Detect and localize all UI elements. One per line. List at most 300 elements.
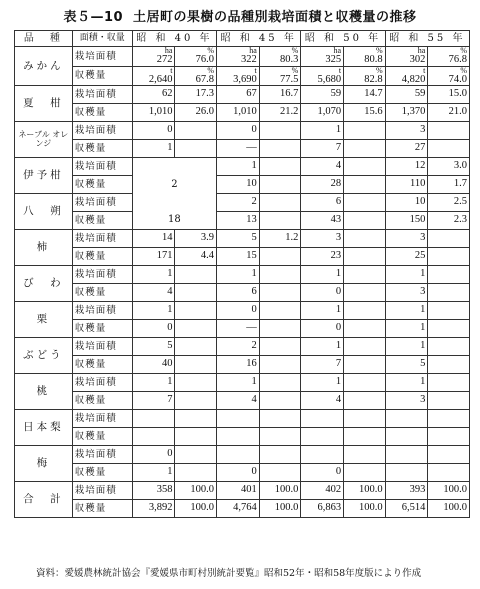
value-cell: 1: [385, 338, 428, 356]
table-row: [15, 500, 470, 518]
percent-cell: [175, 374, 217, 392]
merged-cell: 18: [132, 212, 216, 230]
unit-label: t: [254, 66, 257, 75]
item-yield-label: 収穫量: [72, 356, 132, 374]
percent-cell: 100.0: [428, 500, 470, 518]
percent-cell: [259, 302, 301, 320]
percent-cell: [344, 122, 386, 140]
percent-cell: 100.0: [259, 500, 301, 518]
percent-cell: [259, 374, 301, 392]
percent-cell: [259, 320, 301, 338]
value-text: 77.5: [279, 73, 299, 85]
percent-cell: [344, 374, 386, 392]
item-area-label: 栽培面積: [72, 446, 132, 464]
value-cell: [217, 66, 260, 86]
unit-label: ha: [417, 46, 426, 55]
percent-cell: [175, 428, 217, 446]
table-row: [15, 320, 470, 338]
percent-cell: [175, 338, 217, 356]
item-yield-label: 収穫量: [72, 500, 132, 518]
percent-cell: [175, 446, 217, 464]
value-cell: 3: [301, 230, 344, 248]
percent-cell: [259, 212, 301, 230]
percent-cell: [259, 428, 301, 446]
value-cell: 171: [132, 248, 175, 266]
percent-cell: [259, 464, 301, 482]
fruit-table: [14, 30, 470, 518]
table-row: [15, 66, 470, 86]
value-cell: 1: [132, 374, 175, 392]
percent-cell: [344, 464, 386, 482]
percent-cell: [259, 47, 301, 67]
value-cell: [385, 66, 428, 86]
percent-cell: [428, 464, 470, 482]
percent-cell: [428, 320, 470, 338]
value-cell: 150: [385, 212, 428, 230]
value-cell: 7: [301, 140, 344, 158]
value-cell: 1: [132, 140, 175, 158]
item-area-label: 栽培面積: [72, 158, 132, 176]
percent-cell: [428, 302, 470, 320]
table-row: [15, 284, 470, 302]
unit-label: %: [207, 66, 215, 75]
value-cell: 2: [217, 194, 260, 212]
table-row: [15, 428, 470, 446]
item-yield-label: 収穫量: [72, 284, 132, 302]
merged-cell: [132, 158, 216, 176]
percent-cell: [175, 302, 217, 320]
value-cell: [301, 66, 344, 86]
value-cell: [132, 410, 175, 428]
value-cell: [301, 428, 344, 446]
unit-label: %: [460, 66, 467, 75]
table-row: [15, 158, 470, 176]
value-stack: [346, 47, 383, 66]
table-title-text: 土居町の果樹の品種別栽培面積と収穫量の推移: [133, 10, 417, 25]
value-cell: [217, 446, 260, 464]
percent-cell: [344, 392, 386, 410]
value-cell: 1: [132, 464, 175, 482]
value-stack: [388, 67, 426, 86]
value-cell: 6: [217, 284, 260, 302]
value-text: 322: [241, 54, 257, 65]
unit-label: t: [170, 66, 173, 75]
value-cell: 1: [217, 374, 260, 392]
header-era-1965: 昭 和 40 年: [132, 31, 216, 47]
value-cell: [301, 446, 344, 464]
percent-cell: 15.0: [428, 86, 470, 104]
value-cell: 0: [301, 284, 344, 302]
value-text: 67.8: [195, 73, 215, 85]
value-cell: 23: [301, 248, 344, 266]
value-text: 76.8: [448, 54, 467, 65]
percent-cell: 100.0: [344, 500, 386, 518]
value-text: 74.0: [448, 73, 467, 85]
table-row: [15, 302, 470, 320]
value-stack: [177, 47, 214, 66]
percent-cell: [259, 410, 301, 428]
value-cell: 5: [217, 230, 260, 248]
value-cell: 1: [301, 122, 344, 140]
table-row: [15, 338, 470, 356]
value-cell: [385, 47, 428, 67]
value-cell: 12: [385, 158, 428, 176]
table-row: [15, 356, 470, 374]
percent-cell: [175, 284, 217, 302]
percent-cell: 2.5: [428, 194, 470, 212]
value-stack: [262, 47, 299, 66]
percent-cell: [428, 230, 470, 248]
value-cell: 59: [385, 86, 428, 104]
percent-cell: 15.6: [344, 104, 386, 122]
percent-cell: [428, 410, 470, 428]
percent-cell: 100.0: [175, 500, 217, 518]
unit-label: ha: [164, 46, 173, 55]
percent-cell: [344, 266, 386, 284]
item-area-label: 栽培面積: [72, 374, 132, 392]
percent-cell: [175, 356, 217, 374]
value-cell: [132, 66, 175, 86]
percent-cell: [259, 392, 301, 410]
percent-cell: [259, 140, 301, 158]
unit-label: ha: [333, 46, 342, 55]
percent-cell: 21.2: [259, 104, 301, 122]
value-cell: 28: [301, 176, 344, 194]
value-cell: [385, 464, 428, 482]
value-stack: [303, 67, 341, 86]
percent-cell: [428, 248, 470, 266]
percent-cell: [428, 446, 470, 464]
value-cell: 0: [132, 122, 175, 140]
percent-cell: [344, 66, 386, 86]
value-cell: 1,370: [385, 104, 428, 122]
table-row: [15, 392, 470, 410]
percent-cell: [259, 176, 301, 194]
value-cell: 25: [385, 248, 428, 266]
unit-label: ha: [249, 46, 257, 55]
table-row: [15, 104, 470, 122]
value-cell: 1: [217, 266, 260, 284]
value-cell: 59: [301, 86, 344, 104]
value-stack: [388, 47, 426, 66]
value-cell: 1: [217, 158, 260, 176]
percent-cell: 100.0: [428, 482, 470, 500]
percent-cell: [428, 374, 470, 392]
percent-cell: [259, 446, 301, 464]
table-row: [15, 464, 470, 482]
percent-cell: [428, 47, 470, 67]
percent-cell: 21.0: [428, 104, 470, 122]
item-area-label: 栽培面積: [72, 47, 132, 67]
percent-cell: [428, 428, 470, 446]
item-area-label: 栽培面積: [72, 122, 132, 140]
item-yield-label: 収穫量: [72, 248, 132, 266]
value-cell: 40: [132, 356, 175, 374]
percent-cell: 100.0: [259, 482, 301, 500]
value-cell: 1,010: [217, 104, 260, 122]
value-cell: 1: [132, 266, 175, 284]
item-area-label: 栽培面積: [72, 410, 132, 428]
crop-name: みかん: [15, 47, 73, 86]
percent-cell: [344, 338, 386, 356]
percent-cell: 3.9: [175, 230, 217, 248]
percent-cell: [344, 230, 386, 248]
percent-cell: 1.7: [428, 176, 470, 194]
table-row: [15, 410, 470, 428]
value-cell: 4: [217, 392, 260, 410]
value-cell: [132, 47, 175, 67]
value-cell: [385, 428, 428, 446]
percent-cell: [344, 176, 386, 194]
table-row: [15, 194, 470, 212]
unit-label: %: [375, 66, 383, 75]
value-cell: —: [217, 140, 260, 158]
header-variety: 品 種: [15, 31, 73, 47]
value-stack: [135, 47, 173, 66]
value-cell: 1,070: [301, 104, 344, 122]
percent-cell: [259, 122, 301, 140]
table-row: [15, 86, 470, 104]
value-text: 5,680: [317, 73, 342, 85]
crop-name: 栗: [15, 302, 73, 338]
percent-cell: [428, 392, 470, 410]
item-area-label: 栽培面積: [72, 482, 132, 500]
percent-cell: [259, 284, 301, 302]
value-stack: [219, 67, 257, 86]
percent-cell: [175, 140, 217, 158]
header-item: 面積・収量: [72, 31, 132, 47]
value-cell: 1: [385, 320, 428, 338]
percent-cell: [344, 212, 386, 230]
value-stack: [219, 47, 257, 66]
value-cell: 401: [217, 482, 260, 500]
value-cell: 3: [385, 122, 428, 140]
unit-label: t: [338, 66, 342, 75]
percent-cell: 2.3: [428, 212, 470, 230]
value-text: 80.3: [279, 54, 299, 65]
value-cell: 110: [385, 176, 428, 194]
unit-label: %: [375, 46, 383, 55]
value-text: 325: [325, 54, 342, 65]
value-cell: 15: [217, 248, 260, 266]
value-cell: 0: [217, 122, 260, 140]
percent-cell: [259, 194, 301, 212]
value-stack: [430, 67, 467, 86]
table-title: [0, 6, 480, 25]
percent-cell: [344, 284, 386, 302]
value-cell: 0: [217, 464, 260, 482]
value-cell: 393: [385, 482, 428, 500]
value-cell: 4: [301, 392, 344, 410]
percent-cell: [175, 392, 217, 410]
percent-cell: [344, 410, 386, 428]
header-row: [15, 31, 470, 47]
percent-cell: [428, 338, 470, 356]
value-cell: 3,892: [132, 500, 175, 518]
percent-cell: 14.7: [344, 86, 386, 104]
value-cell: 3: [385, 392, 428, 410]
value-cell: 5: [132, 338, 175, 356]
percent-cell: 3.0: [428, 158, 470, 176]
value-text: 302: [409, 54, 426, 65]
value-cell: 27: [385, 140, 428, 158]
percent-cell: 4.4: [175, 248, 217, 266]
value-text: 3,690: [233, 73, 257, 85]
value-cell: 1: [301, 266, 344, 284]
percent-cell: [344, 356, 386, 374]
crop-name: び わ: [15, 266, 73, 302]
unit-label: %: [291, 66, 299, 75]
item-area-label: 栽培面積: [72, 266, 132, 284]
percent-cell: [428, 284, 470, 302]
value-stack: [135, 67, 173, 86]
percent-cell: 100.0: [344, 482, 386, 500]
unit-label: t: [423, 66, 426, 75]
source-note: 資料：愛媛農林統計協会『愛媛県市町村別統計要覧』昭和52年・昭和58年度版により作成: [36, 568, 422, 579]
unit-label: %: [291, 46, 299, 55]
value-cell: 402: [301, 482, 344, 500]
item-area-label: 栽培面積: [72, 86, 132, 104]
table-row: [15, 47, 470, 67]
value-cell: [217, 410, 260, 428]
table-row: [15, 230, 470, 248]
value-cell: 0: [132, 320, 175, 338]
value-cell: 0: [301, 320, 344, 338]
percent-cell: [344, 248, 386, 266]
table-row: [15, 248, 470, 266]
header-era-1970: 昭 和 45 年: [217, 31, 301, 47]
percent-cell: [428, 122, 470, 140]
value-cell: [385, 446, 428, 464]
value-cell: 1: [385, 374, 428, 392]
percent-cell: [259, 266, 301, 284]
value-cell: 7: [301, 356, 344, 374]
item-area-label: 栽培面積: [72, 194, 132, 212]
value-cell: 0: [217, 302, 260, 320]
value-cell: [301, 47, 344, 67]
item-yield-label: 収穫量: [72, 212, 132, 230]
value-text: 272: [156, 54, 173, 65]
percent-cell: [344, 428, 386, 446]
value-cell: 7: [132, 392, 175, 410]
value-cell: 4,764: [217, 500, 260, 518]
value-text: 2,640: [148, 73, 173, 85]
crop-name: 夏 柑: [15, 86, 73, 122]
percent-cell: [428, 140, 470, 158]
value-cell: 14: [132, 230, 175, 248]
value-cell: 1,010: [132, 104, 175, 122]
value-cell: 1: [385, 266, 428, 284]
header-era-1975: 昭 和 50 年: [301, 31, 385, 47]
percent-cell: [344, 140, 386, 158]
merged-cell: 2: [132, 176, 216, 194]
percent-cell: [259, 158, 301, 176]
crop-name: 梅: [15, 446, 73, 482]
merged-cell: [132, 194, 216, 212]
table-row: [15, 446, 470, 464]
value-cell: 13: [217, 212, 260, 230]
value-cell: 62: [132, 86, 175, 104]
item-area-label: 栽培面積: [72, 338, 132, 356]
percent-cell: [344, 446, 386, 464]
item-yield-label: 収穫量: [72, 104, 132, 122]
value-cell: —: [217, 320, 260, 338]
unit-label: %: [460, 46, 467, 55]
percent-cell: 100.0: [175, 482, 217, 500]
table-number: 表５—10: [63, 10, 124, 25]
value-stack: [346, 67, 383, 86]
value-cell: 43: [301, 212, 344, 230]
value-cell: 4: [301, 158, 344, 176]
percent-cell: [175, 266, 217, 284]
percent-cell: [259, 338, 301, 356]
value-cell: 6,863: [301, 500, 344, 518]
value-cell: 1: [301, 374, 344, 392]
value-cell: 16: [217, 356, 260, 374]
value-stack: [303, 47, 341, 66]
percent-cell: [344, 320, 386, 338]
value-stack: [430, 47, 467, 66]
value-cell: 0: [301, 464, 344, 482]
item-yield-label: 収穫量: [72, 66, 132, 86]
crop-name: 八 朔: [15, 194, 73, 230]
table-row: [15, 482, 470, 500]
value-cell: 358: [132, 482, 175, 500]
percent-cell: [259, 248, 301, 266]
item-area-label: 栽培面積: [72, 230, 132, 248]
value-cell: 5: [385, 356, 428, 374]
item-yield-label: 収穫量: [72, 428, 132, 446]
value-text: 4,820: [401, 73, 426, 85]
crop-name: ぶどう: [15, 338, 73, 374]
table-row: [15, 212, 470, 230]
item-area-label: 栽培面積: [72, 302, 132, 320]
crop-name: 日本梨: [15, 410, 73, 446]
crop-name: 合 計: [15, 482, 73, 518]
value-cell: 1: [301, 302, 344, 320]
percent-cell: [428, 66, 470, 86]
value-cell: [385, 410, 428, 428]
table-row: [15, 266, 470, 284]
value-cell: [132, 428, 175, 446]
percent-cell: 26.0: [175, 104, 217, 122]
item-yield-label: 収穫量: [72, 320, 132, 338]
percent-cell: [344, 302, 386, 320]
crop-name: 柿: [15, 230, 73, 266]
value-cell: 10: [385, 194, 428, 212]
value-stack: [262, 67, 299, 86]
percent-cell: [175, 320, 217, 338]
percent-cell: 16.7: [259, 86, 301, 104]
item-yield-label: 収穫量: [72, 392, 132, 410]
crop-name: 桃: [15, 374, 73, 410]
value-cell: 0: [132, 446, 175, 464]
percent-cell: [175, 464, 217, 482]
value-cell: 3: [385, 284, 428, 302]
percent-cell: [175, 66, 217, 86]
table-row: [15, 374, 470, 392]
item-yield-label: 収穫量: [72, 140, 132, 158]
percent-cell: [428, 266, 470, 284]
percent-cell: [175, 410, 217, 428]
percent-cell: [259, 66, 301, 86]
value-cell: 4: [132, 284, 175, 302]
value-text: 82.8: [364, 73, 383, 85]
percent-cell: 17.3: [175, 86, 217, 104]
unit-label: %: [207, 46, 215, 55]
item-yield-label: 収穫量: [72, 176, 132, 194]
value-cell: [217, 428, 260, 446]
